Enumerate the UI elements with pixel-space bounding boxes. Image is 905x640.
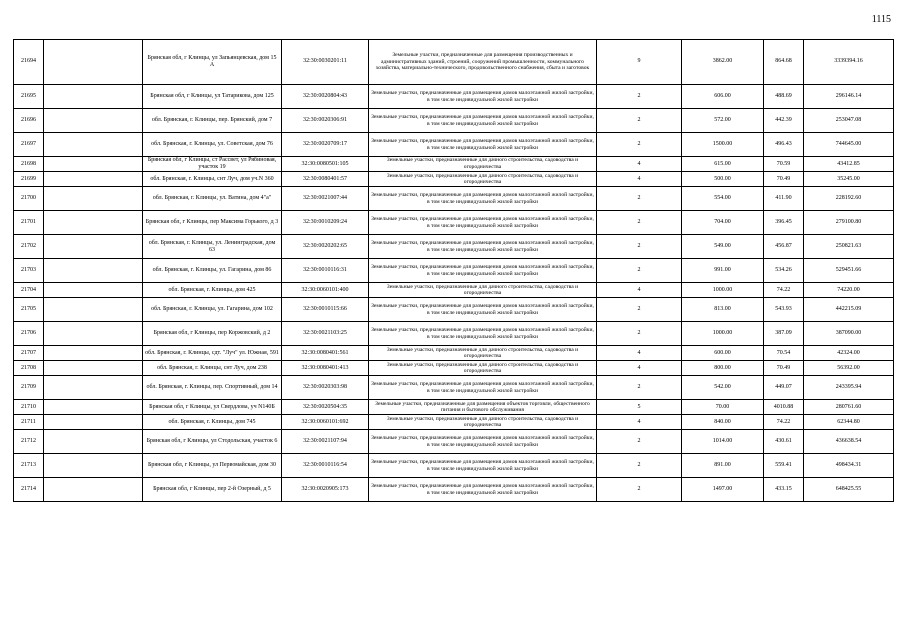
group-code-cell: 4 [597,157,682,172]
cadastral-value-cell: 253047.08 [804,109,894,133]
specific-value-cell: 396.45 [764,211,804,235]
address-cell: Брянская обл, г Клинцы, ул Запьянцевская, дом 15 А [143,40,282,85]
row-id: 21699 [14,172,44,187]
group-code-cell: 9 [597,40,682,85]
specific-value-cell: 4010.88 [764,400,804,415]
land-use-cell: Земельные участки, предназначенные для размещения домов малоэтажной жилой застройки, в том числе индивидуальной жилой застройки [369,85,597,109]
cadastral-value-table [13,39,894,502]
table-row [14,85,894,109]
specific-value-cell: 442.39 [764,109,804,133]
group-code-cell: 4 [597,172,682,187]
group-code-cell: 4 [597,346,682,361]
table-row [14,454,894,478]
area-cell: 549.00 [682,235,764,259]
land-use-cell: Земельные участки, предназначенные для размещения домов малоэтажной жилой застройки, в том числе индивидуальной жилой застройки [369,322,597,346]
area-cell: 800.00 [682,361,764,376]
blank-cell [44,187,143,211]
area-cell: 600.00 [682,346,764,361]
specific-value-cell: 70.49 [764,361,804,376]
cadastral-value-cell: 74220.00 [804,283,894,298]
specific-value-cell: 864.68 [764,40,804,85]
row-id: 21713 [14,454,44,478]
group-code-cell: 2 [597,235,682,259]
cadastral-number-cell: 32:30:0020804:43 [282,85,369,109]
specific-value-cell: 543.93 [764,298,804,322]
area-cell: 1000.00 [682,283,764,298]
table-row [14,430,894,454]
cadastral-number-cell: 32:30:0010116:54 [282,454,369,478]
cadastral-number-cell: 32:30:0021007:44 [282,187,369,211]
cadastral-value-cell: 498434.31 [804,454,894,478]
cadastral-value-cell: 228192.60 [804,187,894,211]
row-id: 21707 [14,346,44,361]
land-use-cell: Земельные участки, предназначенные для размещения домов малоэтажной жилой застройки, в том числе индивидуальной жилой застройки [369,211,597,235]
cadastral-value-cell: 243395.94 [804,376,894,400]
specific-value-cell: 387.09 [764,322,804,346]
blank-cell [44,454,143,478]
blank-cell [44,235,143,259]
group-code-cell: 2 [597,259,682,283]
land-use-cell: Земельные участки, предназначенные для размещения домов малоэтажной жилой застройки, в том числе индивидуальной жилой застройки [369,298,597,322]
area-cell: 3862.00 [682,40,764,85]
table-row [14,133,894,157]
group-code-cell: 2 [597,454,682,478]
group-code-cell: 4 [597,361,682,376]
table-row [14,322,894,346]
table-row [14,211,894,235]
blank-cell [44,361,143,376]
area-cell: 813.00 [682,298,764,322]
blank-cell [44,85,143,109]
row-id: 21703 [14,259,44,283]
group-code-cell: 2 [597,298,682,322]
cadastral-value-cell: 43412.85 [804,157,894,172]
cadastral-number-cell: 32:30:0010116:31 [282,259,369,283]
cadastral-number-cell: 32:30:0060101:692 [282,415,369,430]
address-cell: обл. Брянская, г. Клинцы, сдт. "Луч" ул. Южная, 591 [143,346,282,361]
land-use-cell: Земельные участки, предназначенные для дачного строительства, садоводства и огородничества [369,157,597,172]
specific-value-cell: 70.54 [764,346,804,361]
cadastral-value-cell: 387090.00 [804,322,894,346]
specific-value-cell: 411.90 [764,187,804,211]
cadastral-value-cell: 648425.55 [804,478,894,502]
group-code-cell: 2 [597,109,682,133]
cadastral-number-cell: 32:30:0030201:11 [282,40,369,85]
land-use-cell: Земельные участки, предназначенные для дачного строительства, садоводства и огородничества [369,361,597,376]
cadastral-number-cell: 32:30:0021107:94 [282,430,369,454]
table-row [14,259,894,283]
cadastral-number-cell: 32:30:0020306:91 [282,109,369,133]
cadastral-value-cell: 56392.00 [804,361,894,376]
blank-cell [44,283,143,298]
blank-cell [44,376,143,400]
row-id: 21712 [14,430,44,454]
row-id: 21706 [14,322,44,346]
specific-value-cell: 456.87 [764,235,804,259]
cadastral-value-cell: 62344.80 [804,415,894,430]
specific-value-cell: 534.26 [764,259,804,283]
land-use-cell: Земельные участки, предназначенные для размещения домов малоэтажной жилой застройки, в том числе индивидуальной жилой застройки [369,259,597,283]
address-cell: Брянская обл, г Клинцы, ул Татарикова, дом 125 [143,85,282,109]
address-cell: обл. Брянская, г. Клинцы, дом 425 [143,283,282,298]
row-id: 21694 [14,40,44,85]
address-cell: Брянская обл, г Клинцы, ст Рассвет, ул Рябиновая, участок 19 [143,157,282,172]
cadastral-value-cell: 436638.54 [804,430,894,454]
address-cell: Брянская обл, г Клинцы, пер Максима Горького, д 3 [143,211,282,235]
area-cell: 1500.00 [682,133,764,157]
group-code-cell: 2 [597,133,682,157]
cadastral-number-cell: 32:30:0020202:65 [282,235,369,259]
land-use-cell: Земельные участки, предназначенные для размещения домов малоэтажной жилой застройки, в том числе индивидуальной жилой застройки [369,454,597,478]
area-cell: 1497.00 [682,478,764,502]
land-use-cell: Земельные участки, предназначенные для дачного строительства, садоводства и огородничества [369,415,597,430]
cadastral-value-cell: 279100.80 [804,211,894,235]
address-cell: обл. Брянская, г. Клинцы, ул. Гагарина, дом 86 [143,259,282,283]
blank-cell [44,109,143,133]
address-cell: обл. Брянская, г. Клинцы, снт Луч, дом 238 [143,361,282,376]
specific-value-cell: 496.43 [764,133,804,157]
address-cell: обл. Брянская, г. Клинцы, ул. Гагарина, дом 102 [143,298,282,322]
specific-value-cell: 74.22 [764,415,804,430]
specific-value-cell: 430.61 [764,430,804,454]
specific-value-cell: 433.15 [764,478,804,502]
area-cell: 840.00 [682,415,764,430]
page-number: 1115 [871,14,891,25]
row-id: 21698 [14,157,44,172]
address-cell: Брянская обл, г Клинцы, ул Стодольская, участок 6 [143,430,282,454]
row-id: 21705 [14,298,44,322]
table-row [14,283,894,298]
cadastral-number-cell: 32:30:0020709:17 [282,133,369,157]
area-cell: 1014.00 [682,430,764,454]
row-id: 21701 [14,211,44,235]
land-use-cell: Земельные участки, предназначенные для размещения домов малоэтажной жилой застройки, в том числе индивидуальной жилой застройки [369,235,597,259]
area-cell: 891.00 [682,454,764,478]
area-cell: 704.00 [682,211,764,235]
area-cell: 606.00 [682,85,764,109]
area-cell: 500.00 [682,172,764,187]
cadastral-value-cell: 442215.09 [804,298,894,322]
row-id: 21695 [14,85,44,109]
land-use-cell: Земельные участки, предназначенные для дачного строительства, садоводства и огородничества [369,172,597,187]
land-use-cell: Земельные участки, предназначенные для размещения домов малоэтажной жилой застройки, в том числе индивидуальной жилой застройки [369,133,597,157]
area-cell: 1000.00 [682,322,764,346]
table-row [14,376,894,400]
land-use-cell: Земельные участки, предназначенные для дачного строительства, садоводства и огородничества [369,283,597,298]
row-id: 21702 [14,235,44,259]
blank-cell [44,133,143,157]
table-row [14,109,894,133]
table-row [14,478,894,502]
cadastral-number-cell: 32:30:0080401:57 [282,172,369,187]
table-row [14,298,894,322]
address-cell: обл. Брянская, г. Клинцы, пер. Брянский, дом 7 [143,109,282,133]
blank-cell [44,157,143,172]
land-use-cell: Земельные участки, предназначенные для размещения домов малоэтажной жилой застройки, в том числе индивидуальной жилой застройки [369,478,597,502]
blank-cell [44,40,143,85]
specific-value-cell: 488.69 [764,85,804,109]
table-row [14,346,894,361]
land-use-cell: Земельные участки, предназначенные для дачного строительства, садоводства и огородничества [369,346,597,361]
land-use-cell: Земельные участки, предназначенные для размещения домов малоэтажной жилой застройки, в том числе индивидуальной жилой застройки [369,109,597,133]
blank-cell [44,211,143,235]
blank-cell [44,478,143,502]
row-id: 21697 [14,133,44,157]
land-use-cell: Земельные участки, предназначенные для размещения объектов торговли, общественного питания и бытового обслуживания [369,400,597,415]
group-code-cell: 2 [597,430,682,454]
address-cell: обл. Брянская, г. Клинцы, снт Луч, дом уч.N 360 [143,172,282,187]
group-code-cell: 2 [597,187,682,211]
area-cell: 991.00 [682,259,764,283]
blank-cell [44,298,143,322]
area-cell: 70.00 [682,400,764,415]
cadastral-value-cell: 280761.60 [804,400,894,415]
address-cell: Брянская обл, г Клинцы, ул Первомайская, дом 30 [143,454,282,478]
land-use-cell: Земельные участки, предназначенные для размещения домов малоэтажной жилой застройки, в том числе индивидуальной жилой застройки [369,187,597,211]
blank-cell [44,322,143,346]
cadastral-number-cell: 32:30:0021103:25 [282,322,369,346]
address-cell: обл. Брянская, г. Клинцы, ул. Советская, дом 76 [143,133,282,157]
cadastral-number-cell: 32:30:0020905:173 [282,478,369,502]
blank-cell [44,415,143,430]
land-use-cell: Земельные участки, предназначенные для размещения домов малоэтажной жилой застройки, в том числе индивидуальной жилой застройки [369,430,597,454]
table-row [14,187,894,211]
cadastral-number-cell: 32:30:0080401:561 [282,346,369,361]
group-code-cell: 2 [597,85,682,109]
row-id: 21700 [14,187,44,211]
table-row [14,400,894,415]
area-cell: 542.00 [682,376,764,400]
table-row [14,415,894,430]
specific-value-cell: 559.41 [764,454,804,478]
specific-value-cell: 70.59 [764,157,804,172]
group-code-cell: 2 [597,478,682,502]
blank-cell [44,346,143,361]
blank-cell [44,430,143,454]
row-id: 21709 [14,376,44,400]
group-code-cell: 4 [597,415,682,430]
specific-value-cell: 74.22 [764,283,804,298]
row-id: 21696 [14,109,44,133]
cadastral-number-cell: 32:30:0060101:400 [282,283,369,298]
group-code-cell: 5 [597,400,682,415]
row-id: 21708 [14,361,44,376]
blank-cell [44,172,143,187]
cadastral-value-cell: 296146.14 [804,85,894,109]
land-use-cell: Земельные участки, предназначенные для размещения производственных и административных зданий, строений, сооружений промышленности, коммунального хозяйства, материально-технического, продовольственного снабжения, сбыта и заготовок [369,40,597,85]
blank-cell [44,259,143,283]
blank-cell [44,400,143,415]
cadastral-value-cell: 250821.63 [804,235,894,259]
area-cell: 572.00 [682,109,764,133]
group-code-cell: 2 [597,322,682,346]
table-row [14,157,894,172]
cadastral-value-cell: 42324.00 [804,346,894,361]
table-row [14,235,894,259]
address-cell: обл. Брянская, г. Клинцы, ул. Ватина, дом 4"а" [143,187,282,211]
area-cell: 554.00 [682,187,764,211]
specific-value-cell: 449.07 [764,376,804,400]
cadastral-number-cell: 32:30:0010115:66 [282,298,369,322]
row-id: 21714 [14,478,44,502]
cadastral-number-cell: 32:30:0080401:413 [282,361,369,376]
cadastral-number-cell: 32:30:0010209:24 [282,211,369,235]
land-use-cell: Земельные участки, предназначенные для размещения домов малоэтажной жилой застройки, в том числе индивидуальной жилой застройки [369,376,597,400]
group-code-cell: 2 [597,376,682,400]
cadastral-number-cell: 32:30:0020504:35 [282,400,369,415]
cadastral-number-cell: 32:30:0020303:98 [282,376,369,400]
table-row [14,172,894,187]
row-id: 21711 [14,415,44,430]
table-row [14,40,894,85]
address-cell: Брянская обл, г Клинцы, ул Свердлова, уч N140Б [143,400,282,415]
cadastral-value-cell: 35245.00 [804,172,894,187]
group-code-cell: 4 [597,283,682,298]
group-code-cell: 2 [597,211,682,235]
area-cell: 615.00 [682,157,764,172]
address-cell: Брянская обл, г Клинцы, пер Коржовский, д 2 [143,322,282,346]
cadastral-number-cell: 32:30:0080501:105 [282,157,369,172]
table-row [14,361,894,376]
cadastral-value-cell: 744645.00 [804,133,894,157]
cadastral-value-cell: 529451.66 [804,259,894,283]
row-id: 21710 [14,400,44,415]
cadastral-value-cell: 3339394.16 [804,40,894,85]
row-id: 21704 [14,283,44,298]
specific-value-cell: 70.49 [764,172,804,187]
address-cell: Брянская обл, г Клинцы, пер 2-й Озерный, д 5 [143,478,282,502]
address-cell: обл. Брянская, г. Клинцы, пер. Спортивный, дом 14 [143,376,282,400]
address-cell: обл. Брянская, г. Клинцы, дом 745 [143,415,282,430]
address-cell: обл. Брянская, г. Клинцы, ул. Ленинградская, дом 63 [143,235,282,259]
